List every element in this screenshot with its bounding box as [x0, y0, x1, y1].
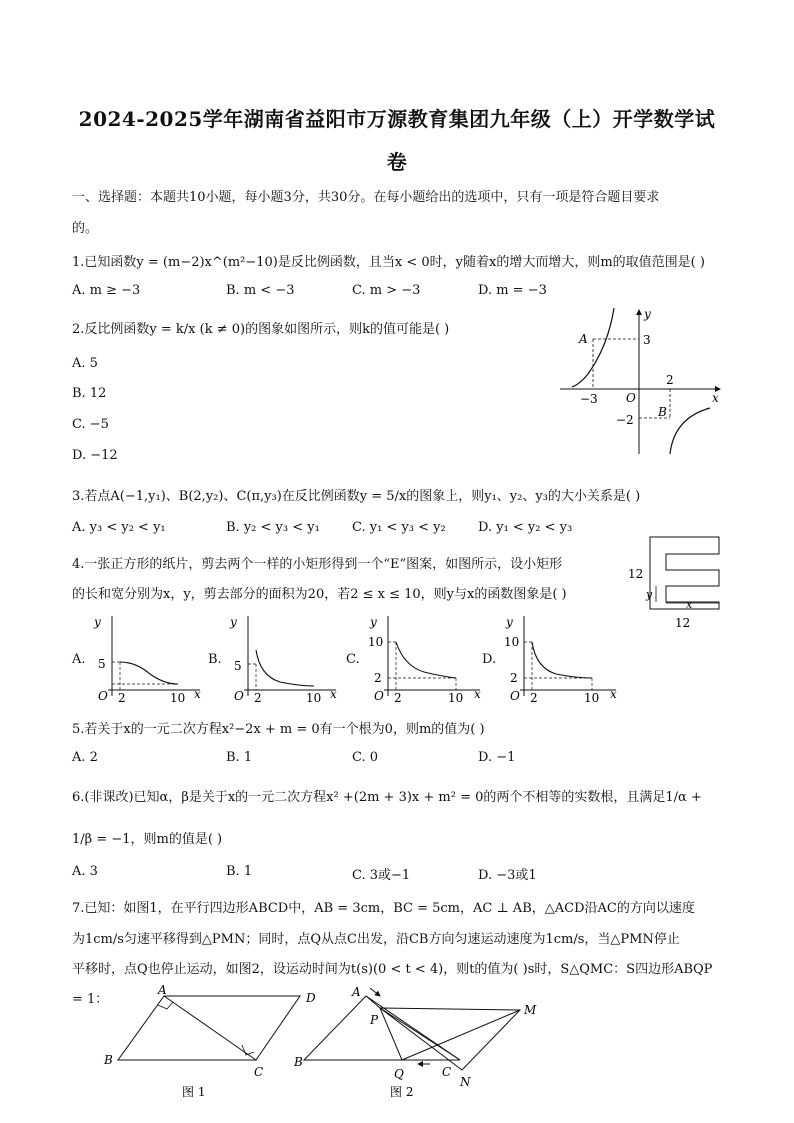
e-y-label: y [646, 588, 653, 601]
b-tick-2: 2 [254, 691, 262, 702]
question-6-stem: 6.(非课改)已知α，β是关于x的一元二次方程x² +(2m + 3)x + m² = 0的两个不相等的实数根，且满足1/α + [72, 790, 702, 805]
page-title: 2024-2025学年湖南省益阳市万源教育集团九年级（上）开学数学试 [78, 107, 716, 131]
q2-origin-label: O [626, 391, 636, 405]
fig2-label-q: Q [394, 1067, 404, 1081]
q4-option-b-label: B. [208, 652, 222, 667]
a-tick-10: 10 [170, 691, 186, 702]
question-7-stem: 7.已知：如图1，在平行四边形ABCD中，AB = 3cm，BC = 5cm，AC ⊥ AB，△ACD沿AC的方向以速度 [72, 901, 695, 916]
e-x-label: x [686, 598, 693, 611]
c-tick-x10: 10 [448, 691, 464, 702]
c-tick-10: 10 [368, 635, 384, 649]
q6-option-d: D. −3或1 [478, 868, 537, 883]
page-title-continued: 卷 [386, 150, 408, 174]
q5-option-a: A. 2 [72, 750, 98, 765]
q5-option-d: D. −1 [478, 750, 516, 765]
fig2-label-n: N [460, 1075, 471, 1089]
b-x-label: x [330, 687, 337, 701]
d-x-label: x [610, 687, 617, 701]
question-5-stem: 5.若关于x的一元二次方程x²−2x + m = 0有一个根为0，则m的值为( ) [72, 722, 485, 737]
c-origin-label: O [374, 689, 384, 702]
q1-option-b: B. m < −3 [226, 283, 295, 298]
d-origin-label: O [510, 689, 520, 702]
c-y-label: y [370, 615, 377, 629]
d-tick-10: 10 [504, 635, 520, 649]
q3-option-b: B. y₂ < y₃ < y₁ [226, 520, 320, 535]
question-7-stem-2: 为1cm/s匀速平移得到△PMN；同时，点Q从点C出发，沿CB方向匀速运动速度为1cm/s，当△PMN停止 [72, 932, 680, 947]
q6-option-c: C. 3或−1 [352, 868, 411, 883]
question-7-stem-4: = 1： [72, 992, 109, 1007]
d-tick-x10: 10 [584, 691, 600, 702]
q6-option-a: A. 3 [72, 864, 98, 879]
q4-option-d-label: D. [482, 652, 497, 667]
fig2-label-b: B [294, 1055, 303, 1069]
b-y-label: y [230, 615, 237, 629]
c-tick-x2: 2 [394, 691, 402, 702]
fig2-label-a: A [352, 985, 361, 999]
q2-option-c: C. −5 [72, 417, 109, 432]
q2-x-axis-label: x [712, 391, 719, 405]
b-tick-10: 10 [306, 691, 322, 702]
question-3-stem: 3.若点A(−1,y₁)、B(2,y₂)、C(π,y₃)在反比例函数y = 5/x的图象上，则y₁、y₂、y₃的大小关系是( ) [72, 489, 641, 504]
q7-figure-2 [294, 984, 554, 1108]
q2-point-a-label: A [579, 332, 588, 346]
question-7-stem-3: 平移时，点Q也停止运动，如图2，设运动时间为t(s)(0 < t < 4)，则t的值为( )s时，S△QMC：S四边形ABQP [72, 962, 713, 977]
fig1-label-c: C [254, 1065, 264, 1079]
a-y-label: y [94, 615, 101, 629]
question-2-stem: 2.反比例函数y = k/x (k ≠ 0)的图象如图所示，则k的值可能是( ) [72, 322, 450, 337]
q5-option-c: C. 0 [352, 750, 379, 765]
q2-hyperbola-figure [560, 306, 730, 458]
fig2-label-m: M [524, 1003, 537, 1017]
fig2-caption: 图 2 [390, 1085, 414, 1099]
fig1-caption: 图 1 [182, 1085, 206, 1099]
q3-option-c: C. y₁ < y₃ < y₂ [352, 520, 446, 535]
a-x-label: x [194, 687, 201, 701]
q1-option-d: D. m = −3 [478, 283, 547, 298]
fig2-label-p: P [370, 1013, 379, 1027]
section-heading-continued: 的。 [72, 221, 99, 236]
question-1-stem: 1.已知函数y = (m−2)x^(m²−10)是反比例函数，且当x < 0时，y随着x的增大而增大，则m的取值范围是( ) [72, 255, 705, 270]
e-bottom-length-label: 12 [675, 616, 691, 630]
a-tick-2: 2 [118, 691, 126, 702]
d-tick-x2: 2 [530, 691, 538, 702]
section-heading: 一、选择题：本题共10小题，每小题3分，共30分。在每小题给出的选项中，只有一项是符合题目要求 [72, 190, 660, 205]
q4-option-c-label: C. [346, 652, 360, 667]
q6-option-b: B. 1 [226, 864, 253, 879]
question-4-stem-continued: 的长和宽分别为x，y，剪去部分的面积为20，若2 ≤ x ≤ 10，则y与x的函数图象是( ) [72, 587, 567, 602]
d-y-label: y [506, 615, 513, 629]
q2-tick-3: 3 [643, 333, 651, 347]
fig1-label-a: A [158, 984, 167, 997]
q4-option-a-label: A. [72, 652, 86, 667]
fig1-label-d: D [306, 991, 316, 1005]
c-tick-y2: 2 [374, 671, 382, 685]
fig2-label-c: C [442, 1065, 452, 1079]
b-tick-5: 5 [234, 659, 242, 673]
q2-option-d: D. −12 [72, 448, 118, 463]
q3-option-d: D. y₁ < y₂ < y₃ [478, 520, 573, 535]
d-tick-y2: 2 [510, 671, 518, 685]
q2-tick-minus2: −2 [616, 413, 634, 427]
q5-option-b: B. 1 [226, 750, 253, 765]
q3-option-a: A. y₃ < y₂ < y₁ [72, 520, 166, 535]
q1-option-a: A. m ≥ −3 [72, 283, 141, 298]
q1-option-c: C. m > −3 [352, 283, 421, 298]
q4-e-shape-figure [622, 532, 732, 632]
q2-option-b: B. 12 [72, 386, 107, 401]
a-origin-label: O [98, 689, 108, 702]
q2-point-b-label: B [658, 405, 667, 419]
q2-y-axis-label: y [644, 307, 651, 321]
question-6-stem-continued: 1/β = −1，则m的值是( ) [72, 832, 223, 847]
a-tick-5: 5 [98, 657, 106, 671]
q2-option-a: A. 5 [72, 356, 98, 371]
q2-tick-minus3: −3 [580, 392, 598, 406]
e-side-length-label: 12 [628, 567, 644, 581]
c-x-label: x [474, 687, 481, 701]
fig1-label-b: B [104, 1053, 113, 1067]
q2-tick-2: 2 [666, 373, 674, 387]
b-origin-label: O [234, 689, 244, 702]
question-4-stem: 4.一张正方形的纸片，剪去两个一样的小矩形得到一个“E”图案，如图所示，设小矩形 [72, 557, 563, 572]
